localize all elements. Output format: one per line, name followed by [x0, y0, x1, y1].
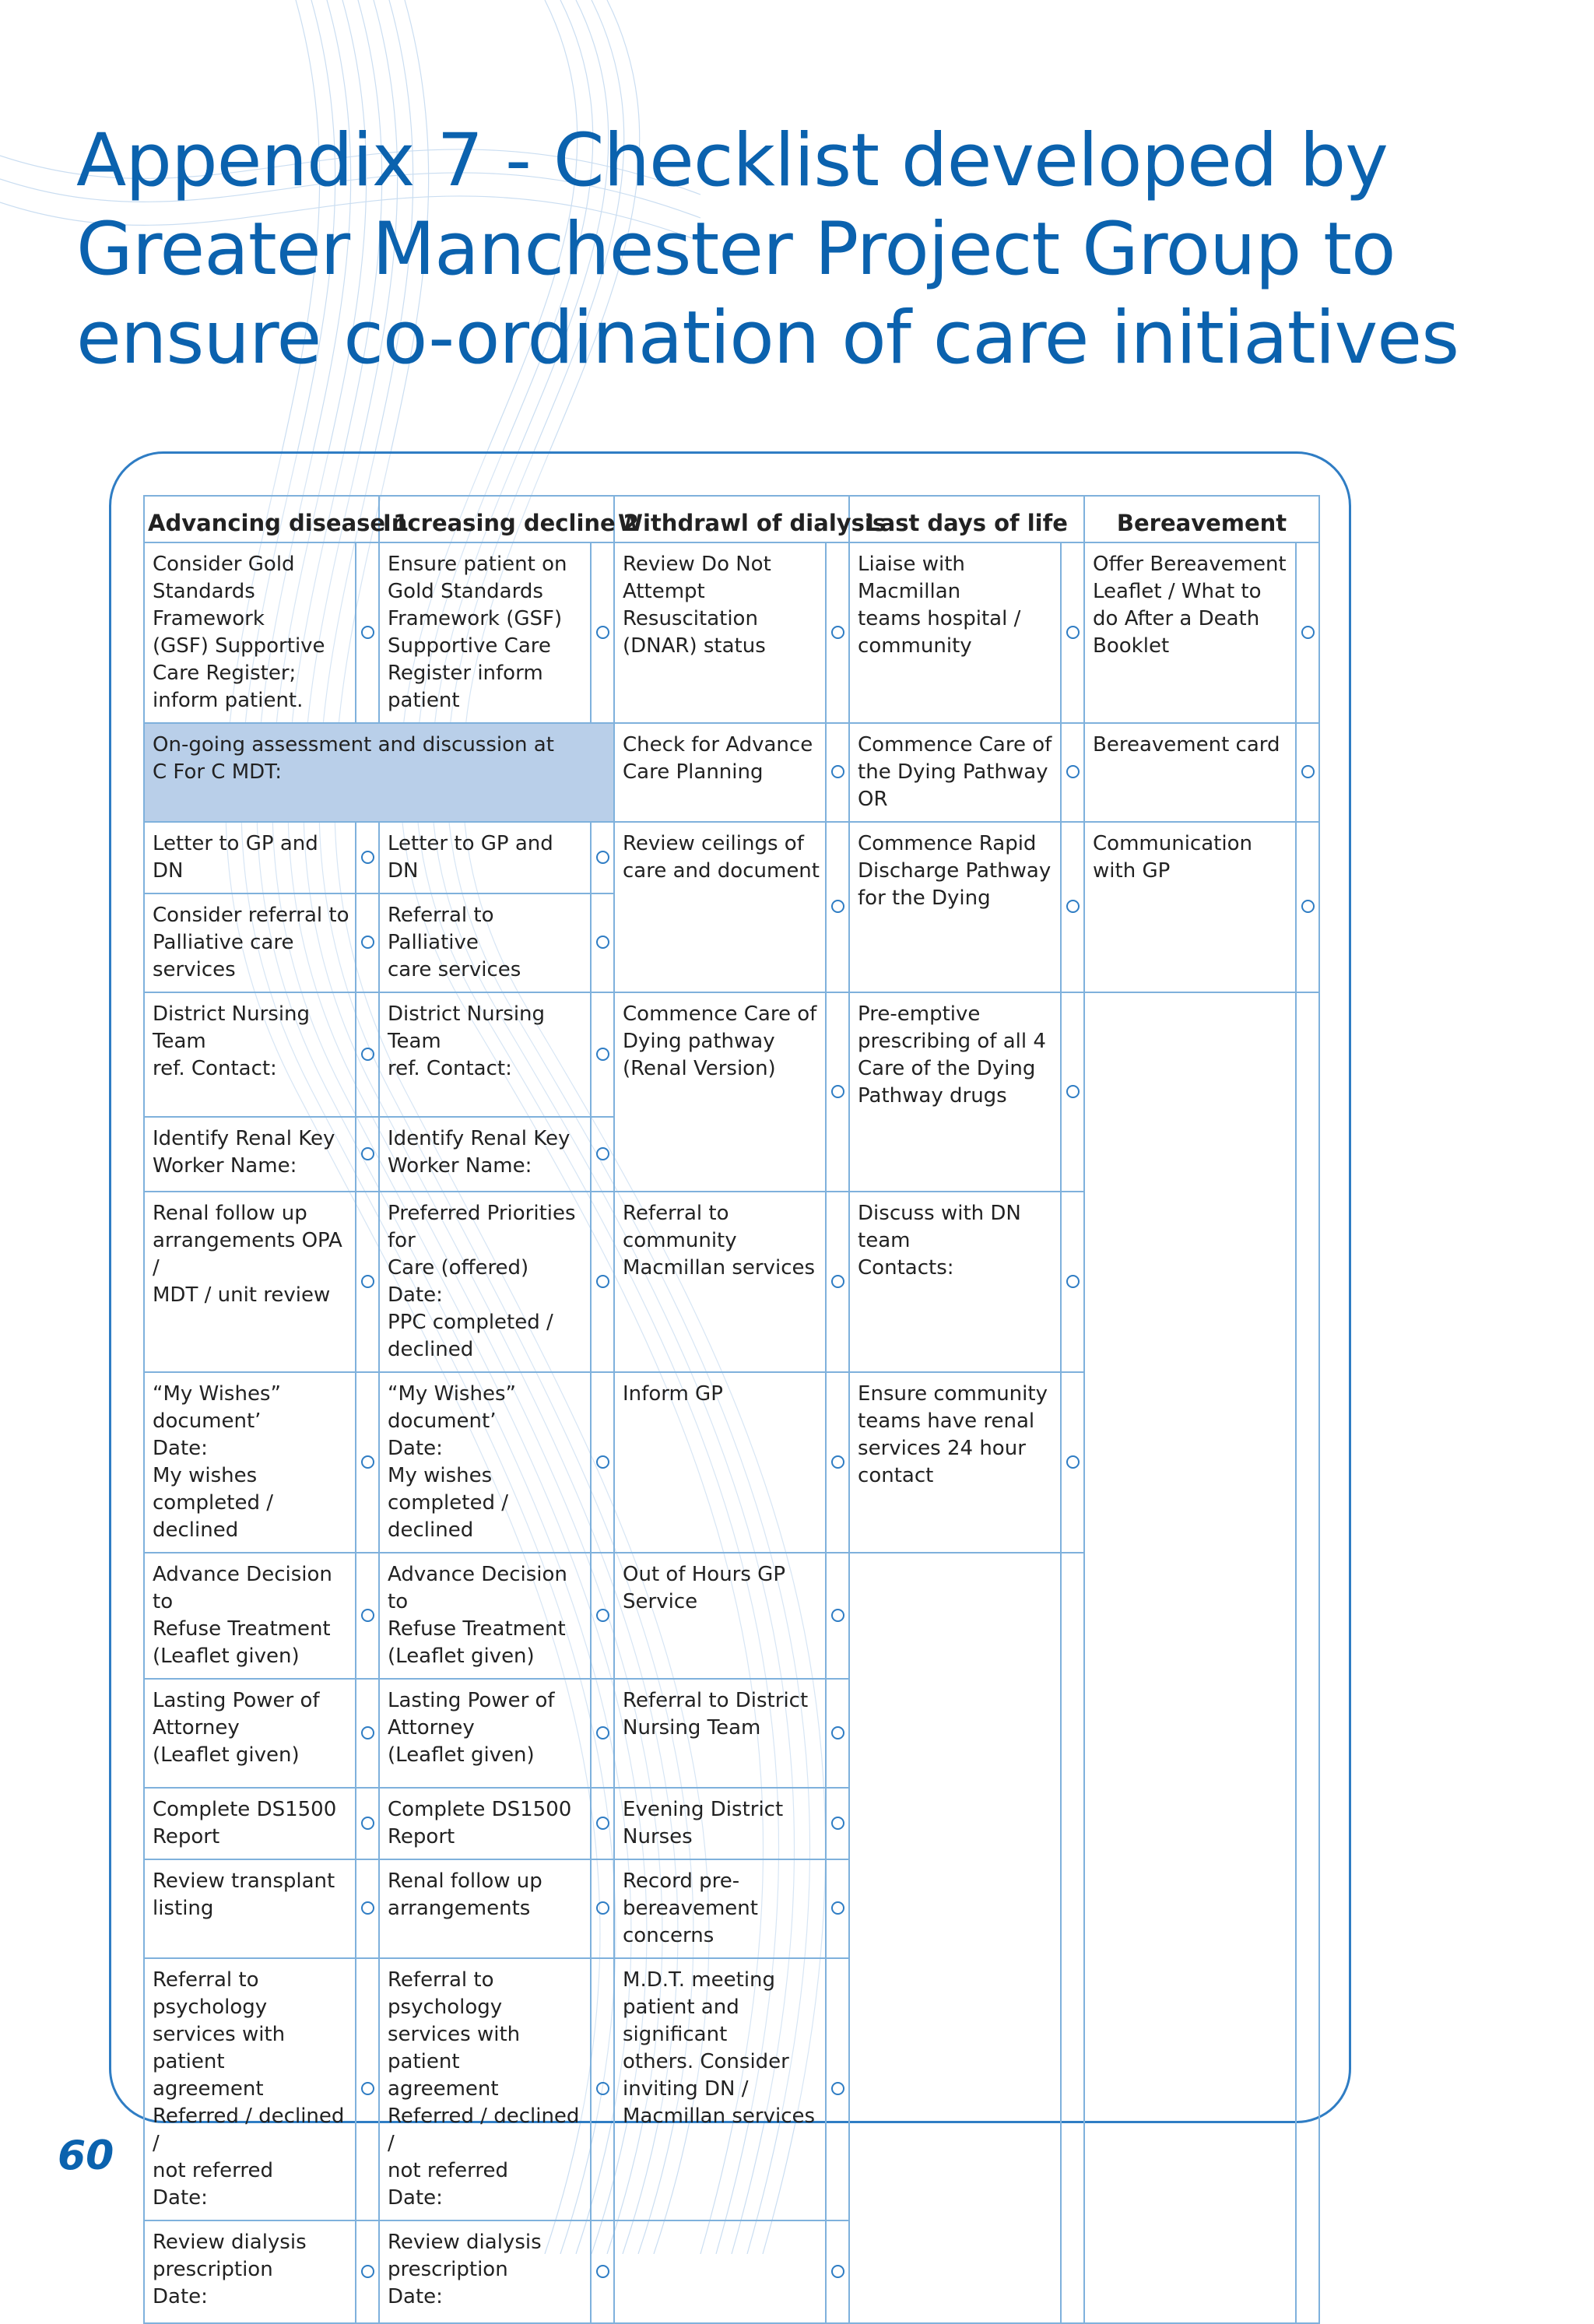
checkbox[interactable] [1296, 542, 1319, 723]
page-title: Appendix 7 - Checklist developed by Greater Manchester Project Group to ensure co-ordination of care initiatives [76, 118, 1459, 381]
checklist-item: Complete DS1500 Report [144, 1788, 356, 1859]
checklist-item: District Nursing Team ref. Contact: [144, 992, 356, 1117]
checkbox-circle-icon [831, 765, 844, 778]
checklist-item: Record pre- bereavement concerns [614, 1859, 826, 1958]
empty-cell [1296, 992, 1319, 2323]
table-row [144, 992, 1319, 1117]
checkbox[interactable] [591, 1788, 614, 1859]
table-row [144, 822, 1319, 893]
checklist-item: Review ceilings of care and document [614, 822, 826, 992]
empty-cell [1084, 992, 1296, 2323]
checkbox[interactable] [591, 1679, 614, 1788]
checklist-item: Review dialysis prescription Date: [144, 2220, 356, 2323]
checkbox-circle-icon [1301, 900, 1315, 913]
checkbox-circle-icon [596, 1901, 609, 1915]
checkbox[interactable] [826, 542, 849, 723]
checkbox[interactable] [1061, 723, 1084, 822]
checkbox-circle-icon [596, 1048, 609, 1061]
checkbox[interactable] [1061, 542, 1084, 723]
checkbox[interactable] [826, 1788, 849, 1859]
checklist-item: Referral to community Macmillan services [614, 1192, 826, 1372]
checkbox-circle-icon [1301, 626, 1315, 639]
checklist-item: Ensure patient on Gold Standards Framework (GSF) Supportive Care Register inform patient [379, 542, 591, 723]
checkbox-circle-icon [361, 1275, 374, 1288]
checkbox[interactable] [826, 1679, 849, 1788]
checklist-item: Offer Bereavement Leaflet / What to do After a Death Booklet [1084, 542, 1296, 723]
checkbox-circle-icon [1066, 1275, 1080, 1288]
checkbox-circle-icon [596, 1609, 609, 1622]
checklist-item: Consider referral to Palliative care services [144, 893, 356, 992]
checkbox[interactable] [1061, 822, 1084, 992]
checkbox-circle-icon [831, 1085, 844, 1098]
checkbox[interactable] [356, 1553, 379, 1679]
checklist-item: Renal follow up arrangements [379, 1859, 591, 1958]
checkbox[interactable] [1061, 1372, 1084, 1553]
checkbox[interactable] [356, 542, 379, 723]
checkbox[interactable] [356, 1192, 379, 1372]
checkbox[interactable] [591, 992, 614, 1117]
checkbox[interactable] [826, 992, 849, 1192]
checklist-item: Bereavement card [1084, 723, 1296, 822]
checkbox-circle-icon [361, 936, 374, 949]
checkbox[interactable] [591, 893, 614, 992]
checklist-item: District Nursing Team ref. Contact: [379, 992, 591, 1117]
checkbox[interactable] [591, 1958, 614, 2220]
checkbox-circle-icon [831, 626, 844, 639]
checkbox-circle-icon [361, 1901, 374, 1915]
column-header: Last days of life [849, 496, 1084, 542]
checkbox[interactable] [826, 2220, 849, 2323]
checkbox-circle-icon [361, 1455, 374, 1469]
checklist-item: Lasting Power of Attorney (Leaflet given) [144, 1679, 356, 1788]
checklist-item: Out of Hours GP Service [614, 1553, 826, 1679]
column-header: Bereavement [1084, 496, 1319, 542]
checkbox-circle-icon [1301, 765, 1315, 778]
header-row [144, 496, 1319, 542]
checkbox-circle-icon [831, 1817, 844, 1830]
checkbox[interactable] [591, 1372, 614, 1553]
checklist-item: Complete DS1500 Report [379, 1788, 591, 1859]
checkbox-circle-icon [596, 1147, 609, 1160]
checkbox-circle-icon [596, 851, 609, 864]
checkbox[interactable] [591, 822, 614, 893]
checkbox[interactable] [826, 1859, 849, 1958]
checkbox-circle-icon [831, 1455, 844, 1469]
checkbox[interactable] [826, 1553, 849, 1679]
checkbox-circle-icon [596, 626, 609, 639]
checkbox-circle-icon [1066, 1455, 1080, 1469]
checklist-item: Referral to District Nursing Team [614, 1679, 826, 1788]
table-row [144, 542, 1319, 723]
checklist-item: “My Wishes” document’ Date: My wishes completed / declined [379, 1372, 591, 1553]
checkbox[interactable] [591, 1117, 614, 1192]
mdt-assessment-note: On-going assessment and discussion at C For C MDT: [144, 723, 614, 822]
checklist-item: “My Wishes” document’ Date: My wishes completed / declined [144, 1372, 356, 1553]
checklist-item: Advance Decision to Refuse Treatment (Leaflet given) [379, 1553, 591, 1679]
checkbox[interactable] [1296, 723, 1319, 822]
checkbox[interactable] [356, 1117, 379, 1192]
checklist-item: Letter to GP and DN [379, 822, 591, 893]
checklist-item: Inform GP [614, 1372, 826, 1553]
checklist-item: Commence Care of Dying pathway (Renal Version) [614, 992, 826, 1192]
checklist-item: M.D.T. meeting patient and significant others. Consider inviting DN / Macmillan services [614, 1958, 826, 2220]
checklist-item: Lasting Power of Attorney (Leaflet given) [379, 1679, 591, 1788]
checkbox[interactable] [591, 542, 614, 723]
checklist-item: Consider Gold Standards Framework (GSF) Supportive Care Register; inform patient. [144, 542, 356, 723]
checkbox[interactable] [356, 1958, 379, 2220]
checkbox-circle-icon [1066, 900, 1080, 913]
column-header: Withdrawl of dialysis [614, 496, 849, 542]
checkbox-circle-icon [361, 1817, 374, 1830]
checkbox-circle-icon [596, 2265, 609, 2278]
checkbox[interactable] [356, 893, 379, 992]
checkbox[interactable] [356, 1372, 379, 1553]
checkbox[interactable] [356, 1859, 379, 1958]
checkbox[interactable] [591, 1192, 614, 1372]
checkbox-circle-icon [831, 2082, 844, 2095]
checklist-item: Advance Decision to Refuse Treatment (Leaflet given) [144, 1553, 356, 1679]
checkbox-circle-icon [831, 1726, 844, 1739]
checkbox-circle-icon [596, 1275, 609, 1288]
checklist-item: Letter to GP and DN [144, 822, 356, 893]
checkbox-circle-icon [361, 851, 374, 864]
checklist-item: Liaise with Macmillan teams hospital / community [849, 542, 1061, 723]
checkbox-circle-icon [831, 1901, 844, 1915]
checklist-item: Preferred Priorities for Care (offered) Date: PPC completed / declined [379, 1192, 591, 1372]
page-number: 60 [58, 2133, 114, 2179]
checkbox[interactable] [1296, 822, 1319, 992]
checklist-item: Referral to psychology services with patient agreement Referred / declined / not referred Date: [144, 1958, 356, 2220]
checkbox-circle-icon [361, 2265, 374, 2278]
checkbox-circle-icon [831, 1275, 844, 1288]
checklist-item: Renal follow up arrangements OPA / MDT / unit review [144, 1192, 356, 1372]
column-header: Increasing decline 2 [379, 496, 614, 542]
checkbox-circle-icon [596, 1455, 609, 1469]
checklist-item: Review Do Not Attempt Resuscitation (DNAR) status [614, 542, 826, 723]
checkbox-circle-icon [1066, 765, 1080, 778]
checkbox-circle-icon [596, 936, 609, 949]
checklist-item: Check for Advance Care Planning [614, 723, 826, 822]
checkbox[interactable] [356, 822, 379, 893]
checklist-item: Discuss with DN team Contacts: [849, 1192, 1061, 1372]
checkbox-circle-icon [1066, 1085, 1080, 1098]
checklist-item: Commence Care of the Dying Pathway OR [849, 723, 1061, 822]
checkbox[interactable] [356, 1788, 379, 1859]
checkbox-circle-icon [361, 1726, 374, 1739]
checklist-item: Review transplant listing [144, 1859, 356, 1958]
checkbox[interactable] [356, 992, 379, 1117]
empty-cell [614, 2220, 826, 2323]
checkbox-circle-icon [596, 2082, 609, 2095]
empty-cell [849, 1553, 1061, 2323]
checklist-item: Identify Renal Key Worker Name: [379, 1117, 591, 1192]
checkbox[interactable] [356, 2220, 379, 2323]
checkbox-circle-icon [831, 900, 844, 913]
checklist-item: Identify Renal Key Worker Name: [144, 1117, 356, 1192]
checkbox[interactable] [826, 723, 849, 822]
checkbox[interactable] [356, 1679, 379, 1788]
checklist-item: Communication with GP [1084, 822, 1296, 992]
checkbox-circle-icon [361, 2082, 374, 2095]
checkbox[interactable] [591, 1859, 614, 1958]
checkbox-circle-icon [596, 1817, 609, 1830]
checkbox-circle-icon [361, 1147, 374, 1160]
checkbox[interactable] [1061, 992, 1084, 1192]
checkbox[interactable] [1061, 1192, 1084, 1372]
column-header: Advancing disease 1 [144, 496, 379, 542]
checklist-item: Evening District Nurses [614, 1788, 826, 1859]
checklist-item: Ensure community teams have renal services 24 hour contact [849, 1372, 1061, 1553]
checklist-item: Pre-emptive prescribing of all 4 Care of the Dying Pathway drugs [849, 992, 1061, 1192]
checkbox-circle-icon [361, 626, 374, 639]
checklist-item: Referral to psychology services with patient agreement Referred / declined / not referred Date: [379, 1958, 591, 2220]
checklist-item: Commence Rapid Discharge Pathway for the Dying [849, 822, 1061, 992]
checklist-item: Referral to Palliative care services [379, 893, 591, 992]
checklist-table [143, 495, 1320, 2324]
checkbox[interactable] [591, 2220, 614, 2323]
checkbox-circle-icon [361, 1609, 374, 1622]
table-row [144, 723, 1319, 822]
checkbox-circle-icon [1066, 626, 1080, 639]
checkbox[interactable] [826, 822, 849, 992]
checkbox-circle-icon [831, 2265, 844, 2278]
checkbox-circle-icon [361, 1048, 374, 1061]
checkbox[interactable] [826, 1372, 849, 1553]
checkbox[interactable] [826, 1958, 849, 2220]
checklist-item: Review dialysis prescription Date: [379, 2220, 591, 2323]
checkbox-circle-icon [831, 1609, 844, 1622]
checkbox-circle-icon [596, 1726, 609, 1739]
checkbox[interactable] [591, 1553, 614, 1679]
checkbox[interactable] [826, 1192, 849, 1372]
empty-cell [1061, 1553, 1084, 2323]
